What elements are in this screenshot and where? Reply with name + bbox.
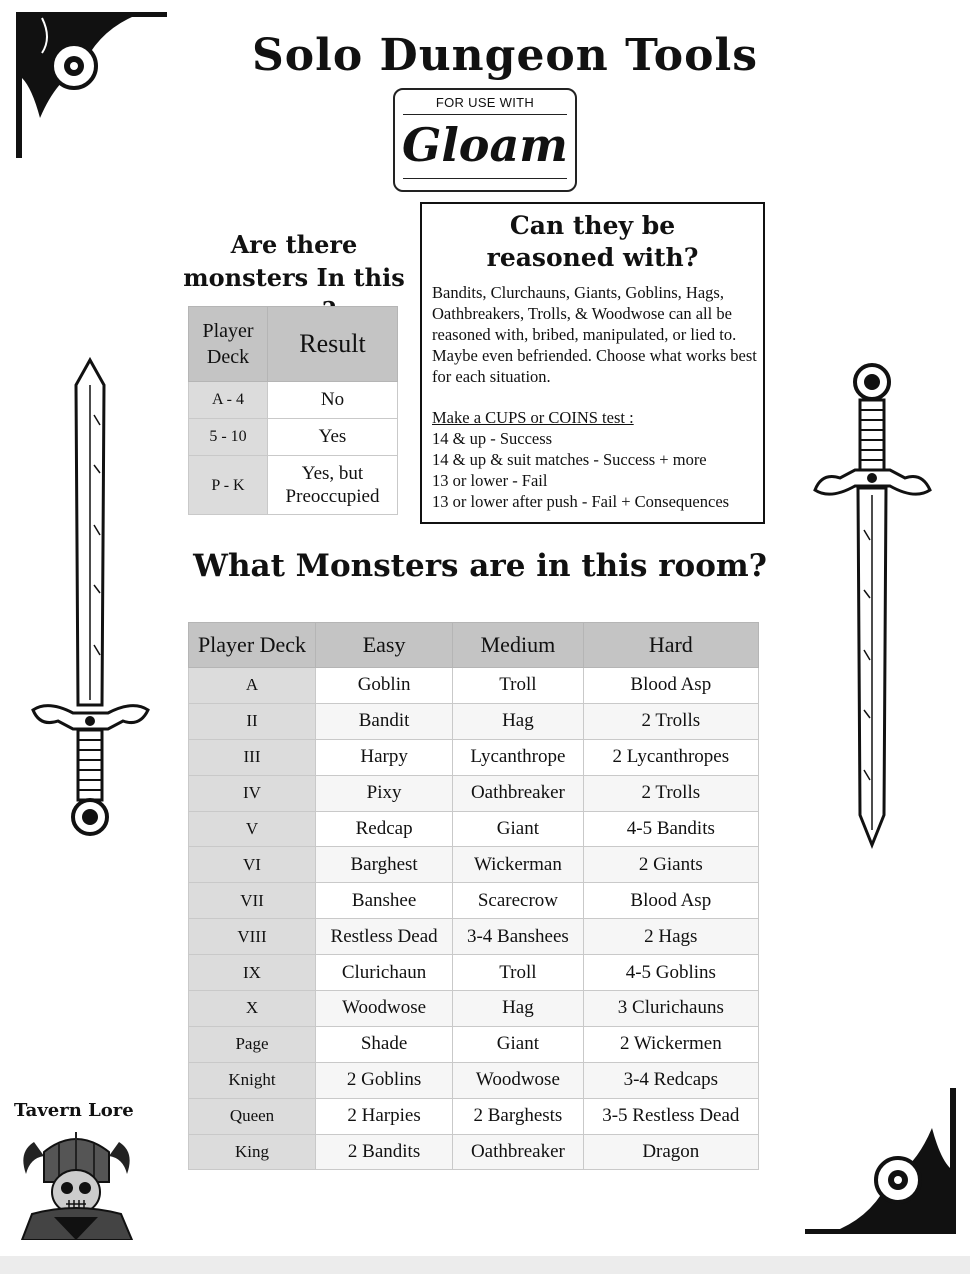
for-use-with-label: FOR USE WITH [435, 95, 535, 110]
table-row [189, 739, 759, 775]
hard-cell: 2 Wickermen [583, 1026, 758, 1062]
deck-cell: A - 4 [189, 382, 268, 419]
table-row [189, 1062, 759, 1098]
deck-cell: P - K [189, 456, 268, 515]
medium-cell: Troll [453, 955, 583, 991]
table-row [189, 703, 759, 739]
badge-divider [403, 178, 567, 179]
hard-cell: Blood Asp [583, 668, 758, 704]
table-row [189, 811, 759, 847]
test-line: 14 & up - Success [432, 429, 553, 448]
deck-cell: Knight [189, 1062, 316, 1098]
header-player-deck: Player Deck [189, 623, 316, 668]
table-row [189, 419, 398, 456]
gloam-logo: Gloam [402, 118, 568, 172]
medium-cell: Giant [453, 1026, 583, 1062]
result-cell: No [268, 382, 398, 419]
hard-cell: 2 Trolls [583, 703, 758, 739]
hard-cell: 4-5 Bandits [583, 811, 758, 847]
deck-cell: 5 - 10 [189, 419, 268, 456]
easy-cell: Bandit [316, 703, 453, 739]
reasoning-box [420, 202, 765, 524]
table-row [189, 955, 759, 991]
deck-cell: VIII [189, 919, 316, 955]
hard-cell: 3-4 Redcaps [583, 1062, 758, 1098]
skull-knight-icon [14, 1122, 139, 1240]
table-row [189, 847, 759, 883]
hard-cell: 4-5 Goblins [583, 955, 758, 991]
tavern-lore-logo: Tavern Lore [14, 1100, 134, 1121]
deck-cell: King [189, 1134, 316, 1170]
table-row [189, 1026, 759, 1062]
monster-presence-table [188, 306, 398, 515]
header-hard: Hard [583, 623, 758, 668]
easy-cell: Pixy [316, 775, 453, 811]
easy-cell: 2 Harpies [316, 1098, 453, 1134]
deck-cell: III [189, 739, 316, 775]
easy-cell: Banshee [316, 883, 453, 919]
reasoning-title: Can they be reasoned with? [486, 211, 699, 272]
deck-cell: IV [189, 775, 316, 811]
test-rules [432, 407, 759, 512]
hard-cell: 2 Lycanthropes [583, 739, 758, 775]
hard-cell: 2 Hags [583, 919, 758, 955]
deck-cell: IX [189, 955, 316, 991]
reasoning-body: Bandits, Clurchauns, Giants, Goblins, Hags, Oathbreakers, Trolls, & Woodwose can all be reasoned with, bribed, manipulated, or lied to. Maybe even befriended. Choose what works best for each situation. [432, 283, 757, 386]
header-player-deck: Player Deck [189, 307, 268, 382]
result-cell: Yes, but Preoccupied [268, 456, 398, 515]
table-row [189, 668, 759, 704]
header-easy: Easy [316, 623, 453, 668]
table-row [189, 1098, 759, 1134]
test-line: 13 or lower after push - Fail + Consequences [432, 492, 730, 511]
sword-right-icon [810, 360, 935, 850]
medium-cell: 2 Barghests [453, 1098, 583, 1134]
deck-cell: II [189, 703, 316, 739]
table-row [189, 883, 759, 919]
sword-left-icon [28, 355, 153, 845]
easy-cell: Harpy [316, 739, 453, 775]
table-row [189, 382, 398, 419]
badge-divider [403, 114, 567, 115]
easy-cell: Barghest [316, 847, 453, 883]
hard-cell: Blood Asp [583, 883, 758, 919]
easy-cell: 2 Goblins [316, 1062, 453, 1098]
test-heading: Make a CUPS or COINS test : [432, 408, 634, 427]
medium-cell: Oathbreaker [453, 1134, 583, 1170]
medium-cell: Wickerman [453, 847, 583, 883]
medium-cell: Oathbreaker [453, 775, 583, 811]
header-medium: Medium [453, 623, 583, 668]
easy-cell: Woodwose [316, 991, 453, 1027]
test-line: 14 & up & suit matches - Success + more [432, 450, 707, 469]
medium-cell: Hag [453, 703, 583, 739]
table-row [189, 775, 759, 811]
gloam-badge [393, 88, 577, 192]
medium-cell: Troll [453, 668, 583, 704]
hard-cell: 3-5 Restless Dead [583, 1098, 758, 1134]
easy-cell: Goblin [316, 668, 453, 704]
hard-cell: 2 Trolls [583, 775, 758, 811]
medium-cell: Woodwose [453, 1062, 583, 1098]
medium-cell: Giant [453, 811, 583, 847]
medium-cell: Hag [453, 991, 583, 1027]
deck-cell: Queen [189, 1098, 316, 1134]
easy-cell: 2 Bandits [316, 1134, 453, 1170]
easy-cell: Shade [316, 1026, 453, 1062]
page-title: Solo Dungeon Tools [252, 30, 758, 81]
medium-cell: 3-4 Banshees [453, 919, 583, 955]
deck-cell: V [189, 811, 316, 847]
medium-cell: Lycanthrope [453, 739, 583, 775]
monsters-question: Are there monsters In this [183, 230, 405, 292]
header-result: Result [268, 307, 398, 382]
hard-cell: Dragon [583, 1134, 758, 1170]
corner-ornament-bottom-right [800, 1078, 960, 1238]
deck-cell: VI [189, 847, 316, 883]
table-row [189, 991, 759, 1027]
table-row [189, 919, 759, 955]
monster-table [188, 622, 759, 1170]
easy-cell: Clurichaun [316, 955, 453, 991]
deck-cell: A [189, 668, 316, 704]
table-row [189, 456, 398, 515]
test-line: 13 or lower - Fail [432, 471, 548, 490]
medium-cell: Scarecrow [453, 883, 583, 919]
table-row [189, 1134, 759, 1170]
hard-cell: 2 Giants [583, 847, 758, 883]
deck-cell: Page [189, 1026, 316, 1062]
result-cell: Yes [268, 419, 398, 456]
deck-cell: VII [189, 883, 316, 919]
page-footer-bar [0, 1256, 970, 1274]
easy-cell: Restless Dead [316, 919, 453, 955]
hard-cell: 3 Clurichauns [583, 991, 758, 1027]
easy-cell: Redcap [316, 811, 453, 847]
deck-cell: X [189, 991, 316, 1027]
monsters-heading: What Monsters are in this room? [193, 548, 767, 584]
